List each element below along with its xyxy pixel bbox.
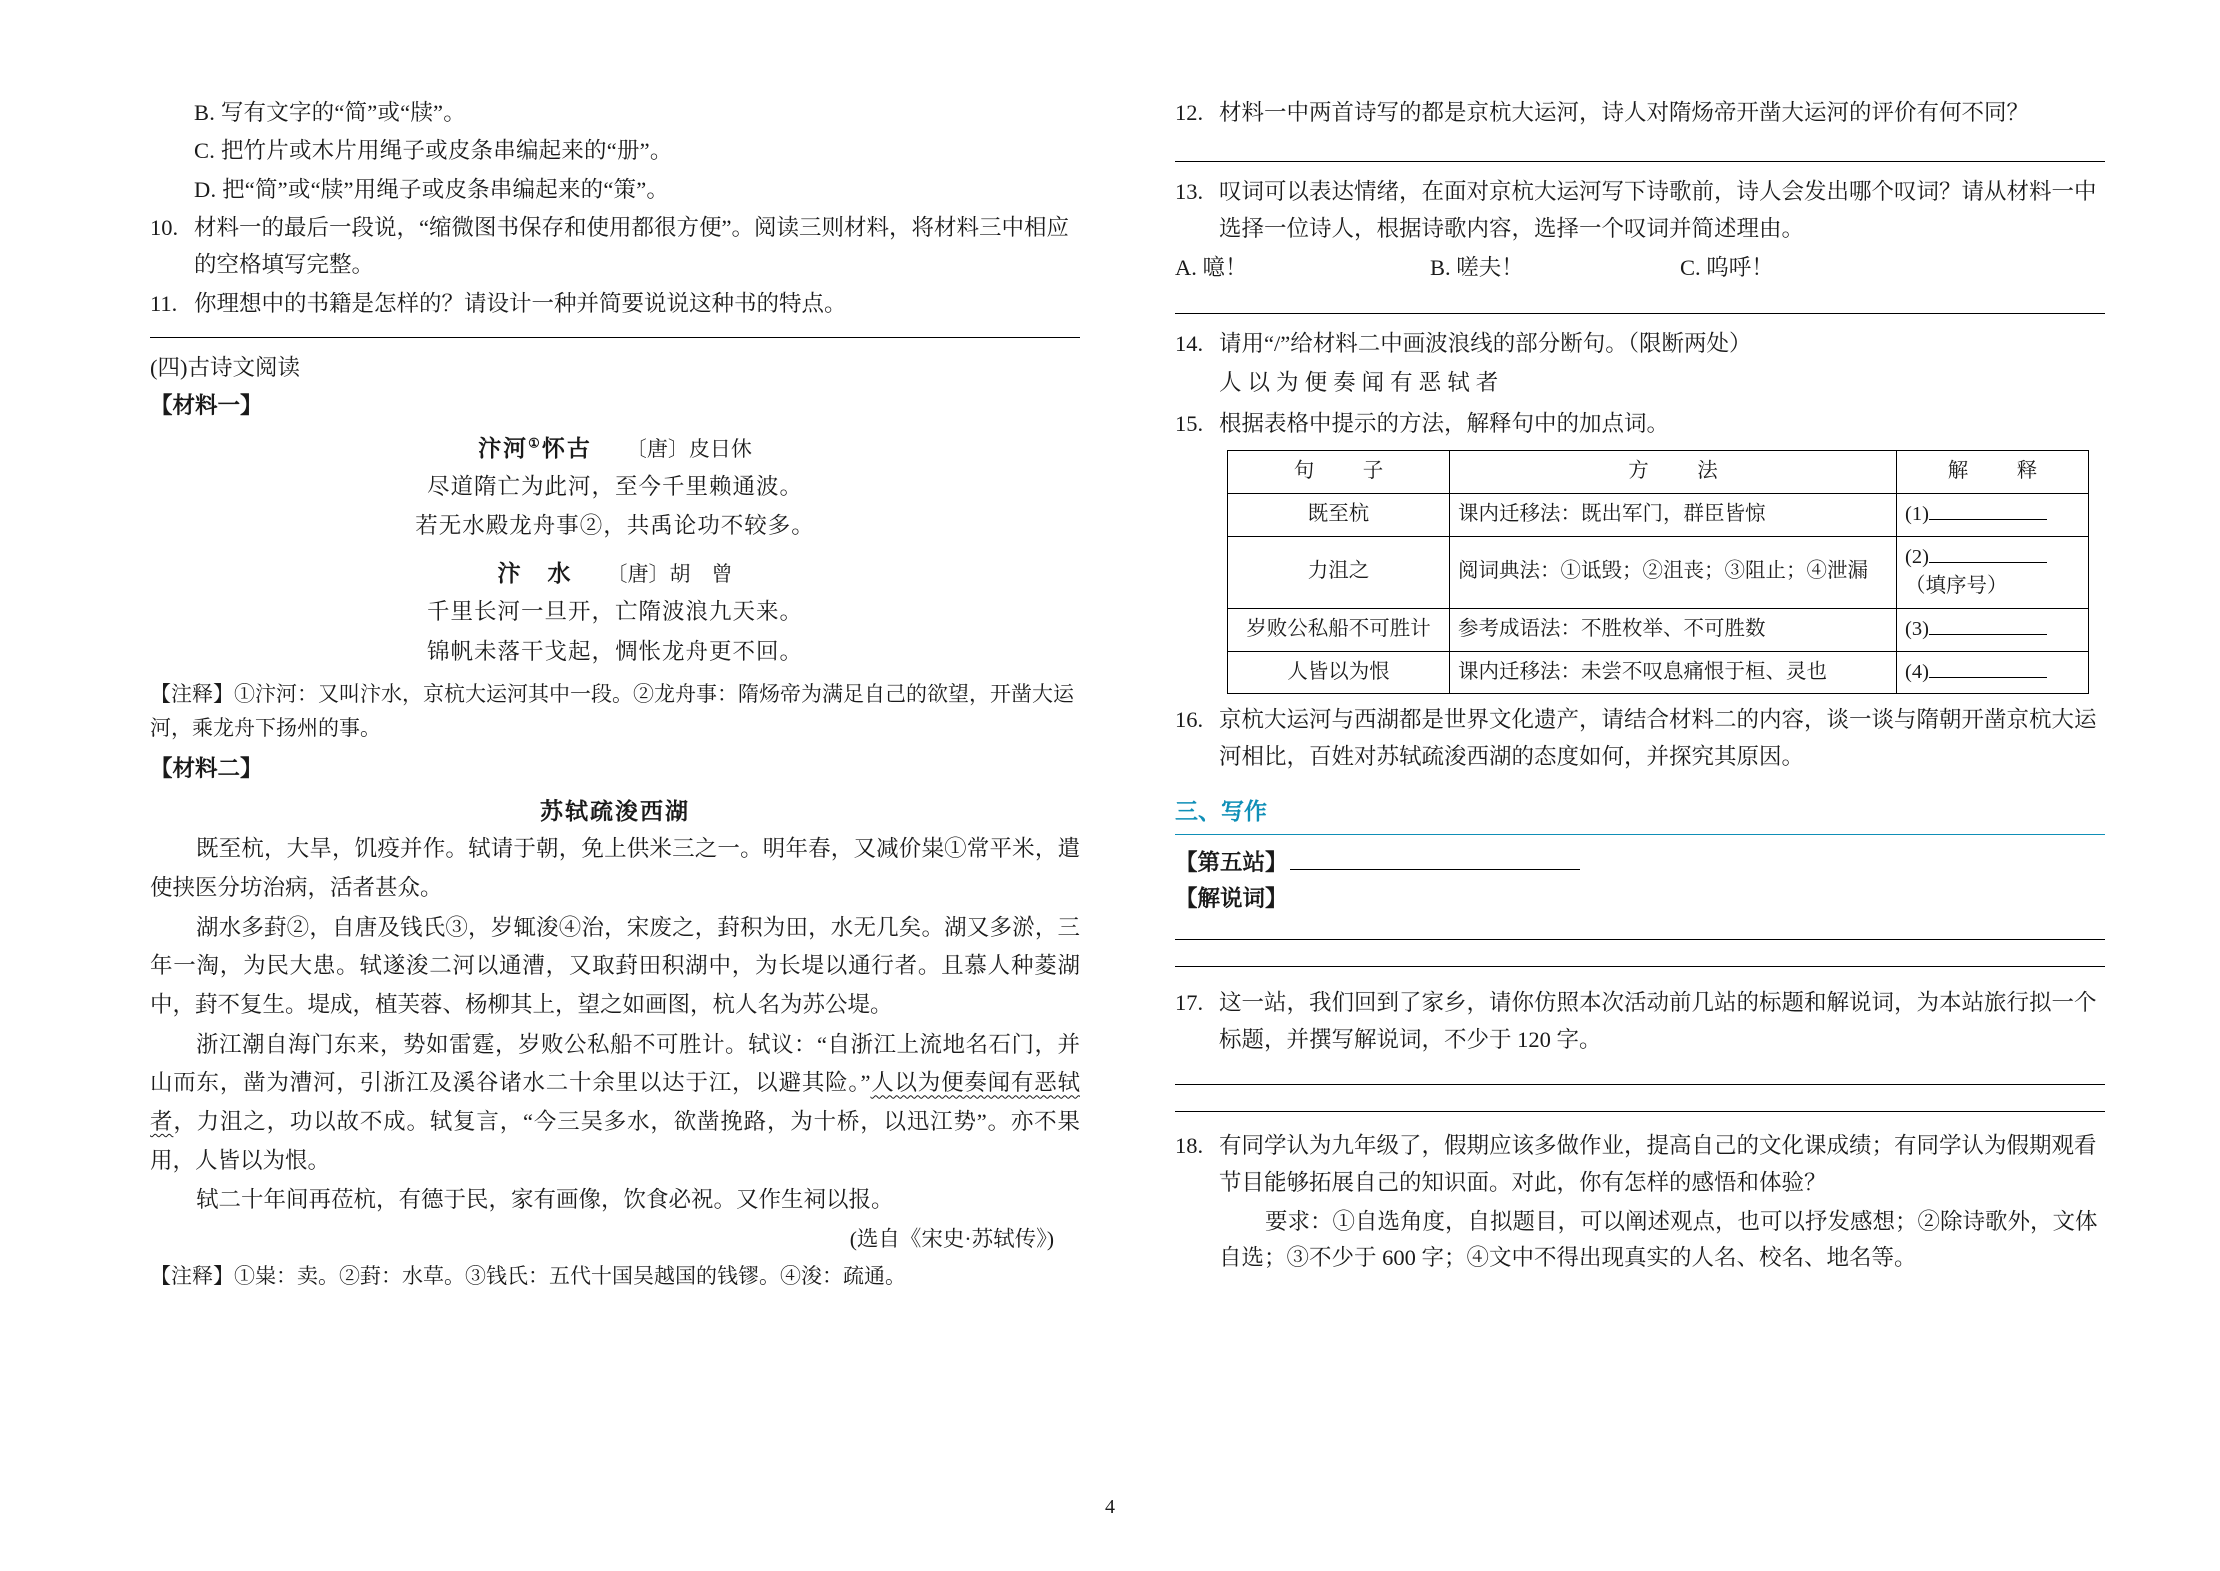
header-method: 方 法 (1450, 451, 1897, 494)
essay-source: (选自《宋史·苏轼传》) (849, 1227, 1054, 1252)
question-12-number: 12. (1175, 100, 1204, 125)
question-13-options (1175, 250, 2105, 286)
header-sentence: 句 子 (1228, 451, 1450, 494)
poem-one-title-sup: ① (528, 434, 542, 450)
answer-label-1: (1) (1905, 502, 1929, 525)
poem-one-line-2: 若无水殿龙舟事②，共禹论功不较多。 (415, 513, 815, 538)
cell-method-4: 课内迁移法：未尝不叹息痛恨于桓、灵也 (1450, 651, 1897, 694)
left-column (150, 95, 1080, 1293)
cell-method-3: 参考成语法：不胜枚举、不可胜数 (1450, 608, 1897, 651)
essay-paragraph-3: 浙江潮自海门东来，势如雷霆，岁败公私船不可胜计。轼议：“自浙江上流地名石门，并山而东，凿为漕河，引浙江及溪谷诸水二十余里以达于江，以避其险。”人以为便奏闻有恶轼者，力沮之，功以故不成。轼复言，“今三吴多水，欲凿挽路，为十桥，以迅江势”。亦不果用，人皆以为恨。 (150, 1031, 1080, 1173)
answer-label-3: (3) (1905, 617, 1929, 640)
question-15-text: 根据表格中提示的方法，解释句中的加点词。 (1219, 410, 1670, 436)
question-13-text: 叹词可以表达情绪，在面对京杭大运河写下诗歌前，诗人会发出哪个叹词？请从材料一中选择一位诗人，根据诗歌内容，选择一个叹词并简述理由。 (1219, 179, 2097, 241)
question-10-number: 10. (150, 215, 179, 241)
divider (150, 337, 1080, 338)
poem-two-author: 〔唐〕胡 曾 (606, 562, 733, 587)
question-18-text: 有同学认为九年级了，假期应该多做作业，提高自己的文化课成绩；有同学认为假期观看节目能够拓展自己的知识面。对此，你有怎样的感悟和体验？ (1219, 1133, 2097, 1195)
cell-answer-4[interactable] (1897, 651, 2089, 694)
answer-hint-2: （填序号） (1905, 575, 2008, 598)
question-15 (1175, 406, 2105, 442)
question-14-text: 请用“/”给材料二中画波浪线的部分断句。（限断两处） (1219, 330, 1752, 356)
answer-line-17-2 (1175, 1111, 2105, 1112)
table-row (1228, 608, 2089, 651)
question-18-requirements: 要求：①自选角度，自拟题目，可以阐述观点，也可以抒发感想；②除诗歌外，文体自选；③不少于 600 字；④文中不得出现真实的人名、校名、地名等。 (1219, 1209, 2098, 1271)
question-17-text: 这一站，我们回到了家乡，请你仿照本次活动前几站的标题和解说词，为本站旅行拟一个标题，并撰写解说词，不少于 120 字。 (1219, 990, 2097, 1052)
material-one-label: 【材料一】 (150, 392, 263, 418)
section-three-title: 三、写作 (1175, 799, 1267, 825)
cell-sentence-4: 人皆以为恨 (1228, 651, 1450, 694)
part-four-title: (四)古诗文阅读 (150, 354, 300, 380)
poem-two-line-2: 锦帆未落干戈起，惆怅龙舟更不回。 (426, 638, 803, 664)
material-two-label: 【材料二】 (150, 756, 263, 782)
question-18 (1175, 1128, 2105, 1201)
question-14-number: 14. (1175, 330, 1204, 356)
question-15-number: 15. (1175, 410, 1204, 436)
answer-line-narration-1 (1175, 939, 2105, 940)
table-row (1228, 536, 2089, 608)
question-10-text: 材料一的最后一段说，“缩微图书保存和使用都很方便”。阅读三则材料，将材料三中相应的空格填写完整。 (194, 215, 1069, 277)
answer-line-narration-2 (1175, 966, 2105, 967)
answer-line-13 (1175, 313, 2105, 314)
poem-two-line-1: 千里长河一旦开，亡隋波浪九天来。 (426, 599, 803, 625)
answer-blank-2[interactable] (1929, 562, 2047, 563)
answer-blank-4[interactable] (1929, 677, 2047, 678)
answer-blank-3[interactable] (1929, 634, 2047, 635)
essay-paragraph-1: 既至杭，大旱，饥疫并作。轼请于朝，免上供米三之一。明年春，又减价粜①常平米，遣使挟医分坊治病，活者甚众。 (150, 836, 1080, 900)
question-17 (1175, 985, 2105, 1058)
answer-label-4: (4) (1905, 660, 1929, 683)
question-14-sentence: 人 以 为 便 奏 闻 有 恶 轼 者 (1219, 370, 1499, 396)
question-16 (1175, 702, 2105, 775)
poem-one-title (150, 430, 1080, 463)
poem-one-title-main: 汴河 (478, 435, 529, 461)
poem-one-author: 〔唐〕皮日休 (625, 436, 752, 461)
note-one: 【注释】①汴河：又叫汴水，京杭大运河其中一段。②龙舟事：隋炀帝为满足自己的欲望，开凿大运河，乘龙舟下扬州的事。 (150, 682, 1074, 741)
cell-answer-2[interactable] (1897, 536, 2089, 608)
narration-label: 【解说词】 (1175, 886, 1288, 912)
vocabulary-table (1227, 450, 2089, 694)
question-14 (1175, 326, 2105, 362)
station-five-label (1175, 845, 2105, 877)
question-11-number: 11. (150, 291, 178, 317)
question-12 (1175, 95, 2105, 131)
answer-blank-1[interactable] (1929, 519, 2047, 520)
poem-two-title (150, 555, 1080, 588)
question-12-text: 材料一中两首诗写的都是京杭大运河，诗人对隋炀帝开凿大运河的评价有何不同？ (1219, 100, 2030, 125)
poem-one-title-tail: 怀古 (541, 435, 592, 461)
question-13 (1175, 174, 2105, 247)
cell-sentence-1: 既至杭 (1228, 493, 1450, 536)
question-17-number: 17. (1175, 990, 1204, 1016)
right-column (1175, 95, 2105, 1277)
table-row (1228, 651, 2089, 694)
essay-paragraph-4: 轼二十年间再莅杭，有德于民，家有画像，饮食必祝。又作生祠以报。 (196, 1187, 894, 1213)
answer-label-2: (2) (1905, 545, 1929, 568)
question-11 (150, 286, 1080, 322)
option-b: B. 写有文字的“简”或“牍”。 (194, 100, 466, 125)
poem-two-title-main: 汴 水 (497, 561, 573, 587)
cell-answer-3[interactable] (1897, 608, 2089, 651)
answer-line-17-1 (1175, 1084, 2105, 1085)
table-row (1228, 493, 2089, 536)
option-c-13: C. 呜呼！ (1680, 255, 1774, 281)
essay-paragraph-2: 湖水多葑②，自唐及钱氏③，岁辄浚④治，宋废之，葑积为田，水无几矣。湖又多淤，三年一淘，为民大患。轼遂浚二河以通漕，又取葑田积湖中，为长堤以通行者。且慕人种菱湖中，葑不复生。堤成，植芙蓉、杨柳其上，望之如画图，杭人名为苏公堤。 (150, 914, 1080, 1017)
cell-method-2: 阅词典法：①诋毁；②沮丧；③阻止；④泄漏 (1450, 536, 1897, 608)
question-16-number: 16. (1175, 707, 1204, 733)
question-11-text: 你理想中的书籍是怎样的？请设计一种并简要说说这种书的特点。 (194, 291, 847, 317)
table-header-row (1228, 451, 2089, 494)
note-two: 【注释】①粜：卖。②葑：水草。③钱氏：五代十国吴越国的钱镠。④浚：疏通。 (150, 1264, 906, 1289)
cell-answer-1[interactable] (1897, 493, 2089, 536)
poem-one-line-1: 尽道隋亡为此河，至今千里赖通波。 (426, 473, 803, 499)
essay-title: 苏轼疏浚西湖 (540, 799, 690, 825)
section-three-divider (1175, 834, 2105, 835)
question-10 (150, 210, 1080, 283)
page-number: 4 (1105, 1496, 1115, 1518)
question-13-number: 13. (1175, 179, 1204, 205)
question-18-number: 18. (1175, 1133, 1204, 1159)
option-c: C. 把竹片或木片用绳子或皮条串编起来的“册”。 (194, 138, 673, 164)
question-16-text: 京杭大运河与西湖都是世界文化遗产，请结合材料二的内容，谈一谈与隋朝开凿京杭大运河相比，百姓对苏轼疏浚西湖的态度如何，并探究其原因。 (1219, 707, 2097, 769)
option-a-13: A. 噫！ (1175, 255, 1248, 281)
station-five-text: 【第五站】 (1175, 850, 1288, 876)
cell-sentence-2: 力沮之 (1228, 536, 1450, 608)
option-b-13: B. 嗟夫！ (1430, 255, 1524, 281)
cell-method-1: 课内迁移法：既出军门，群臣皆惊 (1450, 493, 1897, 536)
header-answer: 解 释 (1897, 451, 2089, 494)
option-d: D. 把“简”或“牍”用绳子或皮条串编起来的“策”。 (194, 176, 670, 202)
cell-sentence-3: 岁败公私船不可胜计 (1228, 608, 1450, 651)
wavy-underlined-clause: 人以为便奏闻有恶轼者 (150, 1070, 1080, 1134)
station-five-blank[interactable] (1290, 869, 1580, 870)
answer-line-12 (1175, 161, 2105, 162)
